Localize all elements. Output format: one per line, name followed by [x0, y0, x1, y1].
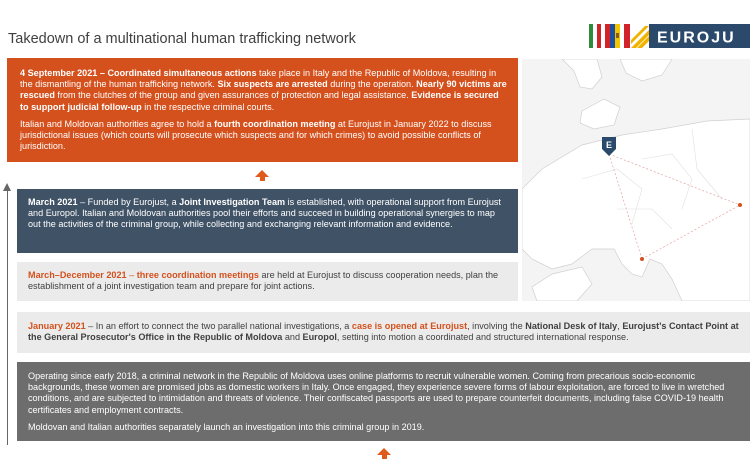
text: and: [282, 332, 303, 343]
text: at Eurojust in January 2022 to discuss jurisdictional issues (which courts will prosecute which suspects and for which crimes) to avoid possible conflicts of jurisdiction.: [20, 118, 492, 152]
moldova-marker-icon: [738, 203, 742, 207]
eurojust-logo: [589, 22, 750, 50]
separator: –: [97, 68, 108, 78]
event-date: 4 September 2021: [20, 68, 98, 78]
background-text: Operating since early 2018, a criminal network in the Republic of Moldova uses online platforms to recruit vulnerable women. Coming from precarious socio-economic backgrounds, these women are promised jobs as domestic workers in Italy. Once engaged, they experience severe forms of labour exploitation, are forced to live in wretched conditions, and are subjected to intimidation and threats of violence. Their confiscated passports are used to prepare counterfeit documents, including false COVID-19 health certificates and employment contracts.: [28, 371, 725, 415]
highlight: Europol: [302, 332, 337, 343]
text: – Funded by Eurojust, a: [77, 197, 180, 207]
event-september-text: [20, 68, 508, 113]
event-date: March 2021: [28, 197, 78, 207]
event-date: March–December 2021: [28, 270, 127, 280]
event-date: January 2021: [28, 321, 86, 331]
highlight: National Desk of Italy: [525, 321, 618, 331]
background-investigation-text: Moldovan and Italian authorities separately launch an investigation into this criminal group in 2019.: [28, 421, 425, 432]
highlight: Six suspects are arrested: [217, 79, 328, 90]
italy-flag-icon: [589, 24, 601, 48]
highlight: Joint Investigation Team: [179, 197, 286, 207]
event-march-december-text: [28, 270, 508, 292]
text: are held at Eurojust to discuss cooperation needs, plan the establishment of a joint investigation team and prepare for joint actions.: [28, 270, 499, 292]
up-arrow-icon: [255, 170, 269, 177]
event-september-followup: [20, 119, 508, 153]
text: , involving the: [467, 321, 526, 331]
highlight: Eurojust's Contact Point at the General Prosecutor's Office in the Republic of Moldova: [28, 321, 739, 343]
background-operation: [17, 362, 750, 441]
text: is established, with operational support from Eurojust and Europol. Italian and Moldovan authorities pool their efforts and succeed in building operational synergies to map out the activities of the criminal group, while collecting and exchanging relevant information and evidence.: [28, 197, 501, 230]
up-arrow-stem: [382, 455, 387, 459]
text: in the respective criminal courts.: [141, 101, 275, 112]
text: Italian and Moldovan authorities agree to hold a: [20, 118, 215, 129]
timeline-line: [7, 190, 8, 445]
highlight: fourth coordination meeting: [214, 118, 336, 129]
event-january-2021: [17, 312, 750, 353]
text: during the operation.: [327, 79, 417, 90]
event-september-2021: [7, 58, 518, 162]
italy-marker-icon: [640, 257, 644, 261]
event-march-text: [28, 197, 508, 231]
text: , setting into motion a coordinated and structured international response.: [336, 332, 629, 343]
separator: –: [126, 270, 137, 280]
text: – In an effort to connect the two parallel national investigations, a: [85, 321, 352, 331]
highlight: Evidence is secured to support judicial follow-up: [20, 90, 499, 112]
text: take place in Italy and the Republic of Moldova, resulting in the dismantling of the human trafficking network.: [20, 68, 497, 90]
up-arrow-icon: [377, 448, 391, 455]
page-title: Takedown of a multinational human trafficking network: [8, 31, 356, 47]
highlight: case is opened at Eurojust: [351, 321, 468, 331]
event-january-text: [28, 321, 750, 343]
up-arrow-stem: [260, 177, 265, 181]
event-march-2021: [17, 189, 518, 253]
europe-map: [522, 59, 750, 301]
highlight: Nearly 90 victims are rescued: [20, 79, 507, 101]
highlight: three coordination meetings: [136, 270, 259, 280]
svg-text:E: E: [606, 140, 613, 150]
event-march-december-2021: [17, 262, 518, 301]
text: ,: [617, 321, 623, 331]
text: from the clutches of the group and given assurances of protection and legal assistance.: [54, 90, 412, 101]
logo-text: EUROJU: [657, 29, 736, 47]
moldova-flag-icon: [605, 24, 620, 48]
timeline-arrow-icon: [3, 183, 11, 191]
eurojust-emblem-icon: [631, 26, 649, 48]
highlight: Coordinated simultaneous actions: [107, 68, 257, 78]
